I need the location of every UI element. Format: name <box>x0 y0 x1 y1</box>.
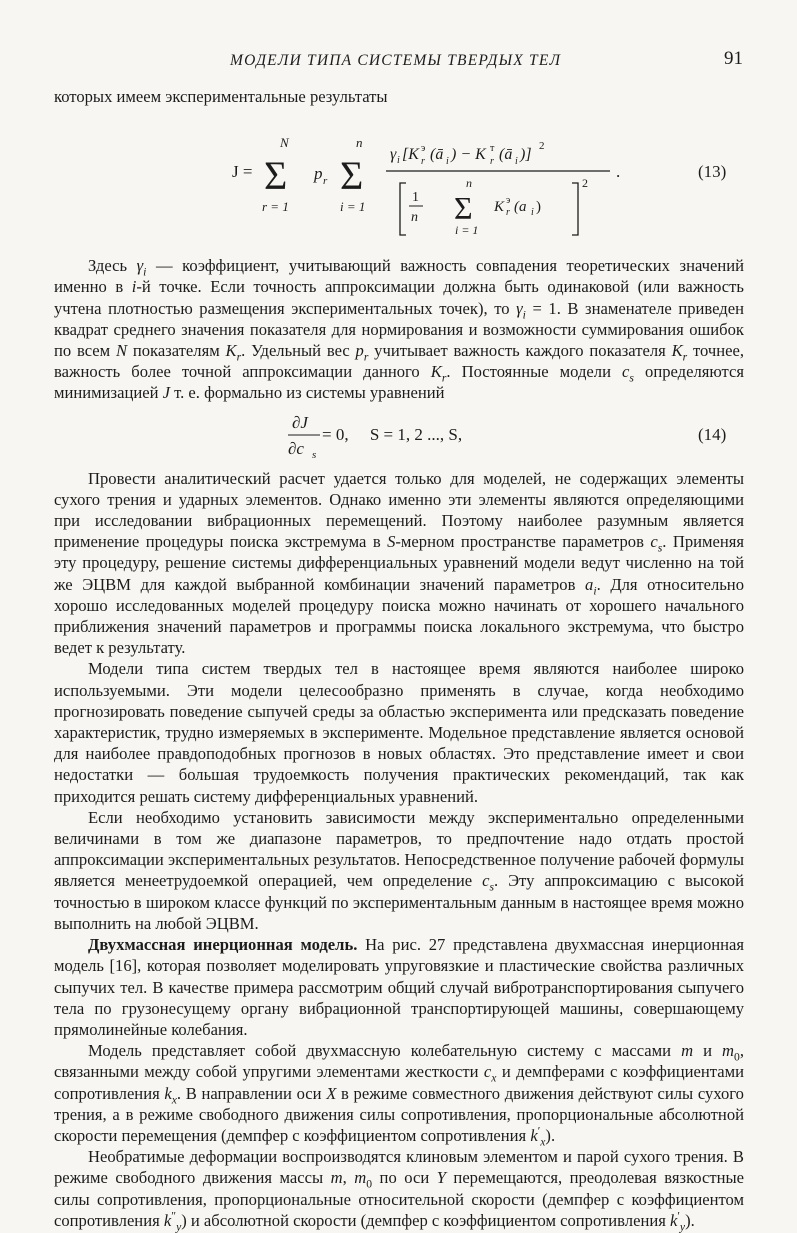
eq13-left-bracket <box>400 183 406 235</box>
eq13-den-square: 2 <box>582 176 588 191</box>
eq13-num-sub-i2: i <box>515 156 518 168</box>
eq13-num-sup-t: т <box>490 143 495 155</box>
eq13-num-sub-i1: i <box>446 156 449 168</box>
intro-line: которых имеем экспериментальные результаты <box>54 87 388 106</box>
eq13-sum-lower-i: i = 1 <box>340 199 366 215</box>
eq13-inner-arg: (a <box>514 199 527 216</box>
eq13-inner-sum-upper: n <box>466 176 472 191</box>
paragraph-2: Провести аналитический расчет удается только для моделей, не содержащих элементы сухого трения и ударных элементов. Однако именно эти элементы являются определяющими при исследовании вибрационных перемещений. Поэтому наиболее разумным является применение процедуры поиска экстремума в S-мерном пространстве параметров $c_s$. Применяя эту процедуру, решение системы дифференциальных уравнений модели ведут численно на той же ЭЦВМ для каждой выбранной комбинации значений параметров $a_i$. Для относительно хорошо исследованных моделей процедуру поиска можно начинать от хорошего начального приближения значений параметров и программы поиска локального экстремума, что быстро ведет к результату. <box>54 468 745 658</box>
eq13-denominator <box>400 176 588 237</box>
eq14-denominator: ∂c <box>288 438 304 458</box>
eq13-num-sub-r2: r <box>490 156 494 168</box>
eq13-num-part1: [K <box>402 146 419 164</box>
eq13-num-part2: (ā <box>430 146 444 164</box>
eq13-right-bracket <box>572 183 578 235</box>
equation-13-formula <box>54 107 744 255</box>
paragraph-6: Модель представляет собой двухмассную колебательную систему с массами m и $m_0$, связанными между собой упругими элементами жесткости $c_x$ и демпферами с коэффициентами сопротивления $k_x$. В направлении оси X в режиме совместного движения действуют силы сухого трения, а в режиме свободного движения силы сопротивления, пропорциональные абсолютной скорости перемещения (демпфер с коэффициентом сопротивления $k'_x$). <box>54 1041 744 1149</box>
page-body <box>54 86 744 1231</box>
eq13-inner-close: ) <box>536 199 541 216</box>
paragraph-5: Двухмассная инерционная модель. На рис. 27 представлена двухмассная инерционная модель [16], которая позволяет моделировать упруговязкие и пластические свойства различных сыпучих тел. В качестве примера рассмотрим общий случай вибротранспортирования сыпучего тела по грузонесущему органу вибрационной транспортирующей машины, совершающему прямолинейные колебания. <box>54 935 744 1039</box>
eq13-inner-sum-lower: i = 1 <box>455 223 479 238</box>
paragraph-3: Модели типа систем твердых тел в настоящее время являются наиболее широко используемыми. Эти модели целесообразно применять в случае, когда необходимо прогнозировать поведение сыпучей среды за областью эксперимента или предсказать поведение характеристик, трудно измеряемых в эксперименте. Модельное представление является основой для наиболее правдоподобных прогнозов в новых областях. Это представление имеет и свои недостатки — большая трудоемкость получения практических рекомендаций, так как приходится решать систему дифференциальных уравнений. <box>54 659 744 806</box>
eq13-lhs: J = <box>232 162 253 182</box>
running-title: МОДЕЛИ ТИПА СИСТЕМЫ ТВЕРДЫХ ТЕЛ <box>230 52 562 69</box>
eq13-num-part3: ) − K <box>451 146 486 164</box>
paragraph-1: Здесь $\gamma_i$ — коэффициент, учитывающий важность совпадения теоретических значений именно в i-й точке. Если точность аппроксимации должна быть одинаковой (или важность учтена плотностью размещения экспериментальных точек), то $\gamma_i = 1$. В знаменателе приведен квадрат среднего значения показателя для нормирования и возможности суммирования ошибок по всем N показателям $K_r$. Удельный вес $p_r$ учитывает важность каждого показателя $K_r$ точнее, важность более точной аппроксимации данного $K_r$. Постоянные модели $c_s$ определяются минимизацией J т. е. формально из системы уравнений <box>54 256 745 403</box>
eq13-sum-upper-n: n <box>356 135 363 151</box>
eq13-num-sub-r1: r <box>421 156 425 168</box>
eq13-frac-one: 1 <box>412 190 419 206</box>
eq13-sum-sign-r: Σ <box>264 153 288 199</box>
eq13-num-part5: )] <box>520 146 532 164</box>
equation-14-formula <box>54 406 744 462</box>
eq14-number: (14) <box>698 424 727 444</box>
eq13-number: (13) <box>698 162 727 182</box>
eq13-inner-K: K <box>494 199 505 216</box>
eq13-sum-upper-N: N <box>280 135 289 151</box>
section-run-in-title: Двухмассная инерционная модель. <box>88 935 358 955</box>
eq14-den-sub: s <box>312 448 317 461</box>
eq13-inner-sup-e: э <box>506 195 511 207</box>
eq13-num-square: 2 <box>539 140 545 153</box>
eq13-dot: . <box>616 162 621 182</box>
eq13-sum-sign-i: Σ <box>340 153 364 199</box>
page-number: 91 <box>724 48 743 69</box>
eq13-inner-sub-r: r <box>506 207 510 219</box>
equation-13 <box>54 107 744 255</box>
paragraph-4: Если необходимо установить зависимости между экспериментально определенными величинами в том же диапазоне параметров, то предпочтение надо отдать простой аппроксимации экспериментальных результатов. Непосредственное получение рабочей формулы является менеетрудоемкой операцией, чем определение $c_s$. Эту аппроксимацию с высокой точностью в широком классе функций по экспериментальным данным в настоящее время можно выполнить на любой ЭЦВМ. <box>54 807 744 933</box>
eq14-rhs: = 0, S = 1, 2 ..., S, <box>322 424 463 444</box>
eq13-numerator <box>390 140 545 167</box>
equation-14 <box>54 406 744 462</box>
page-header <box>0 48 797 78</box>
eq13-num-gamma-sub: i <box>397 155 400 167</box>
eq13-num-sup-e: э <box>421 143 426 155</box>
eq13-inner-sum-sign: Σ <box>454 190 473 227</box>
eq13-sum-lower-r: r = 1 <box>262 199 289 215</box>
eq13-p: p <box>314 164 323 184</box>
eq13-num-gamma: γ <box>390 146 397 164</box>
eq13-frac-n: n <box>411 210 418 226</box>
eq13-p-sub: r <box>323 175 328 188</box>
paragraph-7: Необратимые деформации воспроизводятся клиновым элементом и парой сухого трения. В режиме свободного движения массы m, $m_0$ по оси Y перемещаются, преодолевая вязкостные силы сопротивления, пропорциональные относительной скорости (демпфер с коэффициентом сопротивления $k''_y$) и абсолютной скорости (демпфер с коэффициентом сопротивления $k'_y$). <box>54 1147 745 1233</box>
eq13-num-part4: (ā <box>499 146 513 164</box>
eq13-inner-arg-sub: i <box>531 207 534 219</box>
eq14-numerator: ∂J <box>292 412 308 432</box>
